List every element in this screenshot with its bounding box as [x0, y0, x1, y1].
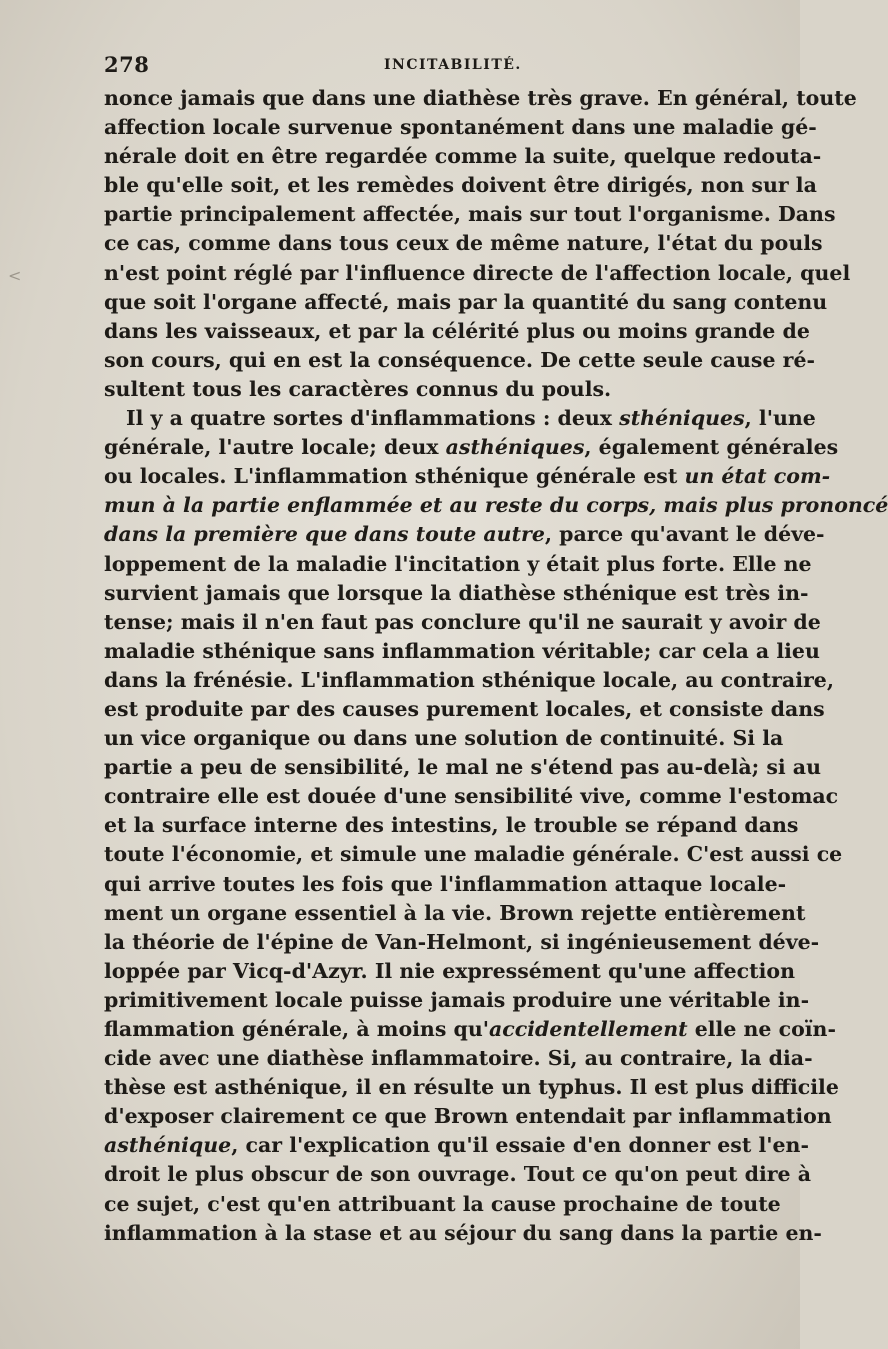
text-segment: partie a peu de sensibilité, le mal ne s'étend pas au-delà; si au [104, 755, 821, 780]
text-line [104, 1102, 832, 1131]
text-segment: loppée par Vicq-d'Azyr. Il nie expressément qu'une affection [104, 958, 795, 983]
text-segment: dans les vaisseaux, et par la célérité plus ou moins grande de [104, 318, 810, 343]
italic-segment: dans la première que dans toute autre [104, 522, 545, 547]
text-segment: ment un organe essentiel à la vie. Brown rejette entièrement [104, 900, 806, 925]
text-segment: nérale doit en être regardée comme la suite, quelque redouta- [104, 144, 822, 169]
text-line [104, 200, 836, 229]
text-line [104, 1190, 781, 1219]
text-line [104, 928, 820, 957]
italic-segment: mun à la partie enflammée et au reste du corps, mais plus prononcé [104, 493, 888, 518]
text-segment: elle ne coïn- [687, 1017, 836, 1041]
text-segment: ou locales. L'inflammation sthénique générale est [104, 464, 685, 489]
text-line [104, 84, 857, 113]
text-line [104, 375, 760, 404]
text-line [104, 462, 831, 491]
text-segment: primitivement locale puisse jamais produire une véritable in- [104, 987, 810, 1012]
text-line [104, 520, 825, 549]
text-segment: dans la frénésie. L'inflammation sthénique locale, au contraire, [104, 667, 834, 692]
text-segment: maladie sthénique sans inflammation véritable; car cela a lieu [104, 638, 820, 663]
text-segment: , également générales [584, 435, 839, 460]
text-segment: partie principalement affectée, mais sur tout l'organisme. Dans [104, 202, 836, 227]
text-line [104, 724, 784, 753]
text-line [104, 1044, 813, 1073]
text-line [104, 433, 839, 462]
text-line [104, 346, 816, 375]
text-segment: sultent tous les caractères connus du pouls. [104, 376, 612, 401]
text-line [104, 550, 812, 579]
text-segment: son cours, qui en est la conséquence. De cette seule cause ré- [104, 347, 816, 372]
text-segment: affection locale survenue spontanément dans une maladie gé- [104, 115, 817, 140]
text-line [104, 1131, 809, 1160]
text-line [104, 986, 810, 1015]
text-segment: un vice organique ou dans une solution de continuité. Si la [104, 726, 784, 751]
text-segment: Il y a quatre sortes d'inflammations : deux [126, 406, 620, 431]
text-line [104, 229, 823, 258]
text-segment: et la surface interne des intestins, le trouble se répand dans [104, 813, 799, 838]
text-line [104, 870, 787, 899]
text-line [104, 1073, 839, 1102]
text-line [104, 811, 799, 840]
text-line [104, 637, 820, 666]
text-segment: droit le plus obscur de son ouvrage. Tout ce qu'on peut dire à [104, 1162, 811, 1187]
text-line [104, 259, 851, 288]
text-line [104, 899, 806, 928]
text-segment: , l'une [744, 406, 816, 431]
text-line [104, 1160, 811, 1189]
text-line [104, 753, 821, 782]
text-segment: , parce qu'avant le déve- [544, 522, 825, 547]
text-line [104, 317, 810, 346]
text-line [104, 840, 843, 869]
italic-segment: asthéniques [445, 435, 585, 460]
italic-segment: un état com- [684, 464, 831, 489]
italic-segment: accidentellement [489, 1017, 688, 1041]
page-number: 278 [104, 52, 150, 77]
text-line [104, 1219, 822, 1248]
text-line [104, 1015, 836, 1044]
text-line [104, 608, 821, 637]
text-segment: loppement de la maladie l'incitation y était plus forte. Elle ne [104, 551, 812, 576]
text-line [104, 171, 817, 200]
text-segment: , car l'explication qu'il essaie d'en donner est l'en- [231, 1133, 809, 1158]
text-segment: flammation générale, à moins qu' [104, 1017, 490, 1041]
margin-mark: < [8, 266, 22, 285]
text-line [104, 491, 888, 520]
text-segment: ce sujet, c'est qu'en attribuant la cause prochaine de toute [104, 1191, 781, 1216]
text-segment: contraire elle est douée d'une sensibilité vive, comme l'estomac [104, 784, 839, 809]
text-line [104, 113, 817, 142]
text-segment: ble qu'elle soit, et les remèdes doivent être dirigés, non sur la [104, 173, 817, 198]
text-segment: ce cas, comme dans tous ceux de même nature, l'état du pouls [104, 231, 823, 256]
text-segment: d'exposer clairement ce que Brown entendait par inflammation [104, 1104, 832, 1129]
text-segment: la théorie de l'épine de Van-Helmont, si ingénieusement déve- [104, 929, 820, 954]
text-line [104, 288, 828, 317]
text-segment: thèse est asthénique, il en résulte un typhus. Il est plus difficile [104, 1075, 839, 1100]
text-segment: cide avec une diathèse inflammatoire. Si, au contraire, la dia- [104, 1046, 813, 1071]
italic-segment: asthénique [104, 1133, 232, 1158]
text-segment: n'est point réglé par l'influence directe de l'affection locale, quel [104, 260, 851, 285]
text-line [104, 579, 809, 608]
text-line [104, 957, 795, 986]
running-title: INCITABILITÉ. [384, 57, 522, 73]
text-segment: survient jamais que lorsque la diathèse sthénique est très in- [104, 580, 809, 605]
text-line [104, 142, 822, 171]
text-segment: est produite par des causes purement locales, et consiste dans [104, 696, 825, 721]
text-line [104, 404, 816, 433]
text-segment: inflammation à la stase et au séjour du sang dans la partie en- [104, 1220, 822, 1245]
text-line [104, 695, 825, 724]
text-segment: nonce jamais que dans une diathèse très grave. En général, toute [104, 86, 857, 110]
text-line [104, 666, 834, 695]
page-header [104, 52, 760, 82]
text-segment: toute l'économie, et simule une maladie générale. C'est aussi ce [104, 842, 843, 867]
text-segment: tense; mais il n'en faut pas conclure qu'il ne saurait y avoir de [104, 609, 821, 634]
body-text [104, 84, 888, 1248]
text-segment: générale, l'autre locale; deux [104, 435, 446, 460]
italic-segment: sthéniques [619, 406, 745, 431]
text-line [104, 782, 839, 811]
text-segment: que soit l'organe affecté, mais par la quantité du sang contenu [104, 289, 828, 314]
text-segment: qui arrive toutes les fois que l'inflammation attaque locale- [104, 871, 787, 896]
